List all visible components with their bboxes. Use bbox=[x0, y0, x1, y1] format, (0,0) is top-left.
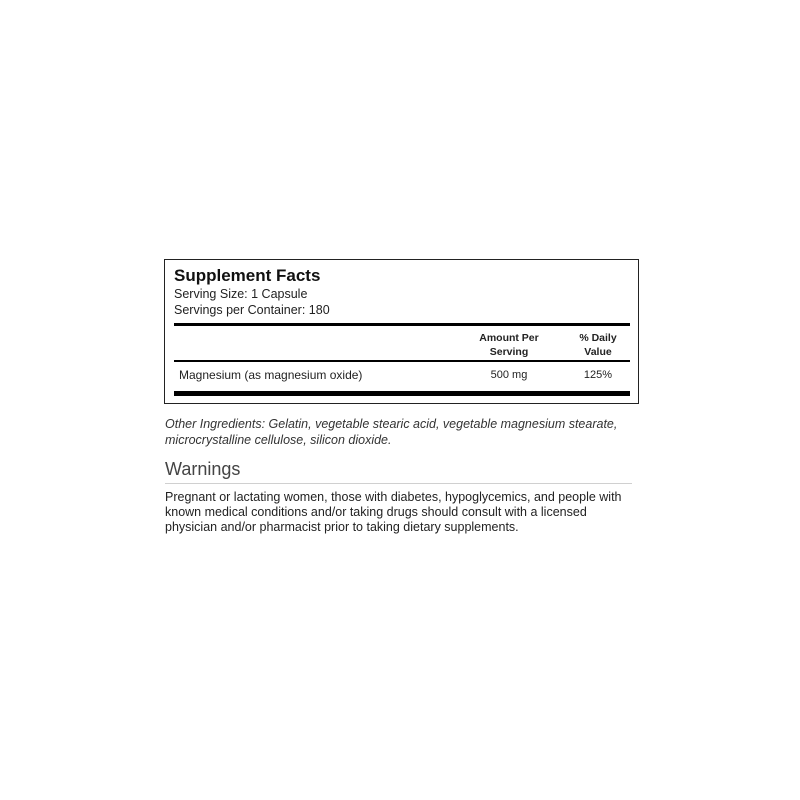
other-ingredients: Other Ingredients: Gelatin, vegetable stearic acid, vegetable magnesium stearate, microcrystalline cellulose, silicon dioxide. bbox=[165, 417, 618, 447]
daily-value-header bbox=[558, 331, 638, 359]
nutrient-name: Magnesium (as magnesium oxide) bbox=[179, 368, 363, 382]
bottom-divider bbox=[174, 391, 630, 396]
amount-header-line-2: Serving bbox=[489, 346, 529, 358]
amount-per-serving-header bbox=[469, 331, 549, 359]
dv-header-line-2: Value bbox=[584, 346, 612, 358]
dv-header-line-1: % Daily bbox=[579, 332, 617, 344]
warnings-heading: Warnings bbox=[165, 459, 241, 479]
warnings-divider bbox=[165, 483, 632, 484]
nutrient-amount: 500 mg bbox=[490, 369, 528, 381]
nutrient-daily-value: 125% bbox=[583, 369, 613, 381]
serving-size: Serving Size: 1 Capsule bbox=[174, 287, 308, 301]
servings-per-container: Servings per Container: 180 bbox=[174, 303, 330, 317]
supplement-facts-panel bbox=[164, 259, 639, 404]
amount-header-line-1: Amount Per bbox=[479, 332, 539, 344]
warnings-text: Pregnant or lactating women, those with diabetes, hypoglycemics, and people with known medical conditions and/or taking drugs should consult with a licensed physician and/or pharmacist prior to taking dietary supplements. bbox=[165, 490, 622, 534]
table-row bbox=[174, 362, 630, 384]
facts-header-row bbox=[174, 326, 630, 356]
facts-title: Supplement Facts bbox=[174, 266, 321, 285]
